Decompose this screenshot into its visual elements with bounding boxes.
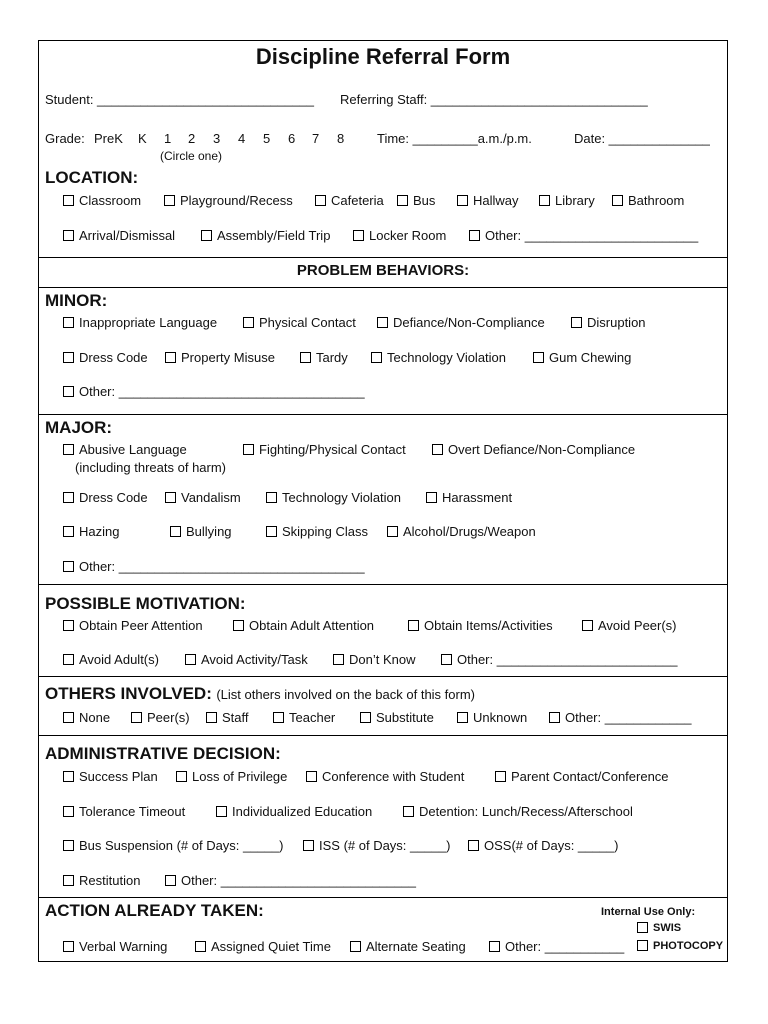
checkbox[interactable] <box>306 771 317 782</box>
checkbox[interactable] <box>549 712 560 723</box>
checkbox[interactable] <box>426 492 437 503</box>
checkbox[interactable] <box>397 195 408 206</box>
checkbox[interactable] <box>403 806 414 817</box>
major-behavior-option[interactable]: Dress Code <box>63 490 148 505</box>
action-taken-option[interactable]: Assigned Quiet Time <box>195 939 331 954</box>
minor-behavior-option[interactable]: Gum Chewing <box>533 350 631 365</box>
location-option[interactable]: Playground/Recess <box>164 193 293 208</box>
checkbox[interactable] <box>377 317 388 328</box>
checkbox[interactable] <box>165 875 176 886</box>
location-heading: LOCATION: <box>45 168 139 187</box>
major-behavior-option[interactable]: Harassment <box>426 490 512 505</box>
abusive-language-note: (including threats of harm) <box>75 460 227 475</box>
grade-option[interactable]: 5 <box>263 131 271 146</box>
motivation-option[interactable]: Obtain Items/Activities <box>408 618 553 633</box>
admin-decision-option[interactable]: Tolerance Timeout <box>63 804 185 819</box>
grade-option[interactable]: 1 <box>164 131 172 146</box>
minor-behavior-option[interactable]: Physical Contact <box>243 315 356 330</box>
checkbox[interactable] <box>582 620 593 631</box>
checkbox[interactable] <box>243 444 254 455</box>
checkbox[interactable] <box>63 352 74 363</box>
others-involved-option[interactable]: Peer(s) <box>131 710 190 725</box>
checkbox[interactable] <box>612 195 623 206</box>
checkbox[interactable] <box>63 444 74 455</box>
minor-behavior-option[interactable]: Defiance/Non-Compliance <box>377 315 545 330</box>
divider <box>39 257 727 258</box>
major-behavior-option[interactable]: Skipping Class <box>266 524 368 539</box>
divider <box>39 735 727 736</box>
checkbox[interactable] <box>432 444 443 455</box>
checkbox[interactable] <box>185 654 196 665</box>
checkbox[interactable] <box>300 352 311 363</box>
admin-decision-option[interactable]: Success Plan <box>63 769 158 784</box>
grade-option[interactable]: 4 <box>238 131 246 146</box>
form-title: Discipline Referral Form <box>255 44 511 69</box>
location-option[interactable]: Assembly/Field Trip <box>201 228 330 243</box>
minor-other-option[interactable]: Other: __________________________________ <box>63 384 365 399</box>
minor-behavior-option[interactable]: Dress Code <box>63 350 148 365</box>
major-behavior-option[interactable]: Abusive Language <box>63 442 187 457</box>
admin-decision-option[interactable]: Individualized Education <box>216 804 372 819</box>
grade-option[interactable]: 8 <box>337 131 345 146</box>
major-other-option[interactable]: Other: __________________________________ <box>63 559 365 574</box>
checkbox[interactable] <box>63 526 74 537</box>
minor-behavior-option[interactable]: Disruption <box>571 315 646 330</box>
major-behavior-option[interactable]: Bullying <box>170 524 232 539</box>
action-taken-option[interactable]: Verbal Warning <box>63 939 167 954</box>
checkbox[interactable] <box>303 840 314 851</box>
checkbox[interactable] <box>360 712 371 723</box>
checkbox[interactable] <box>457 195 468 206</box>
checkbox[interactable] <box>371 352 382 363</box>
action-taken-heading: ACTION ALREADY TAKEN: <box>45 901 264 920</box>
checkbox[interactable] <box>63 712 74 723</box>
minor-behavior-option[interactable]: Tardy <box>300 350 348 365</box>
major-behavior-option[interactable]: Overt Defiance/Non-Compliance <box>432 442 635 457</box>
time-field[interactable]: Time: _________a.m./p.m. <box>377 131 532 146</box>
admin-decision-option[interactable]: OSS(# of Days: _____) <box>468 838 618 853</box>
grade-option[interactable]: 6 <box>288 131 296 146</box>
major-behavior-option[interactable]: Fighting/Physical Contact <box>243 442 406 457</box>
checkbox[interactable] <box>131 712 142 723</box>
internal-use-label: Internal Use Only: <box>601 906 696 918</box>
checkbox[interactable] <box>489 941 500 952</box>
location-option[interactable]: Arrival/Dismissal <box>63 228 175 243</box>
checkbox[interactable] <box>266 492 277 503</box>
problem-behaviors-heading: PROBLEM BEHAVIORS: <box>296 262 470 279</box>
major-behavior-option[interactable]: Vandalism <box>165 490 241 505</box>
checkbox[interactable] <box>176 771 187 782</box>
location-option[interactable]: Bathroom <box>612 193 684 208</box>
major-behavior-option[interactable]: Technology Violation <box>266 490 401 505</box>
grade-option[interactable]: 7 <box>312 131 320 146</box>
checkbox[interactable] <box>63 561 74 572</box>
checkbox[interactable] <box>63 771 74 782</box>
checkbox[interactable] <box>243 317 254 328</box>
others-involved-heading-row <box>45 684 475 704</box>
motivation-option[interactable]: Obtain Adult Attention <box>233 618 374 633</box>
checkbox[interactable] <box>333 654 344 665</box>
checkbox[interactable] <box>469 230 480 241</box>
referring-staff-field[interactable]: Referring Staff: ______________________________ <box>340 92 648 107</box>
location-option[interactable]: Locker Room <box>353 228 446 243</box>
others-involved-heading: OTHERS INVOLVED: <box>45 684 212 703</box>
checkbox[interactable] <box>170 526 181 537</box>
checkbox[interactable] <box>165 492 176 503</box>
checkbox[interactable] <box>63 620 74 631</box>
divider <box>39 897 727 898</box>
checkbox[interactable] <box>468 840 479 851</box>
minor-heading: MINOR: <box>45 291 108 310</box>
discipline-referral-form <box>38 40 728 962</box>
admin-decision-option[interactable]: Bus Suspension (# of Days: _____) <box>63 838 284 853</box>
major-heading: MAJOR: <box>45 418 113 437</box>
action-taken-option[interactable]: Alternate Seating <box>350 939 466 954</box>
checkbox[interactable] <box>315 195 326 206</box>
minor-behavior-option[interactable]: Technology Violation <box>371 350 506 365</box>
minor-behavior-option[interactable]: Inappropriate Language <box>63 315 217 330</box>
student-field[interactable]: Student: ______________________________ <box>45 92 314 107</box>
admin-decision-option[interactable]: ISS (# of Days: _____) <box>303 838 451 853</box>
checkbox[interactable] <box>195 941 206 952</box>
minor-behavior-option[interactable]: Property Misuse <box>165 350 275 365</box>
checkbox[interactable] <box>216 806 227 817</box>
admin-decision-option[interactable]: Restitution <box>63 873 140 888</box>
checkbox[interactable] <box>457 712 468 723</box>
grade-option[interactable]: 2 <box>188 131 196 146</box>
motivation-option[interactable]: Other: _________________________ <box>441 652 678 667</box>
motivation-heading: POSSIBLE MOTIVATION: <box>45 594 246 613</box>
motivation-option[interactable]: Avoid Adult(s) <box>63 652 159 667</box>
location-option[interactable]: Cafeteria <box>315 193 384 208</box>
major-behavior-option[interactable]: Alcohol/Drugs/Weapon <box>387 524 536 539</box>
major-behavior-option[interactable]: Hazing <box>63 524 119 539</box>
checkbox[interactable] <box>206 712 217 723</box>
motivation-option[interactable]: Obtain Peer Attention <box>63 618 203 633</box>
admin-decision-option[interactable]: Parent Contact/Conference <box>495 769 669 784</box>
checkbox[interactable] <box>165 352 176 363</box>
motivation-option[interactable]: Avoid Activity/Task <box>185 652 308 667</box>
checkbox[interactable] <box>63 492 74 503</box>
admin-decision-option[interactable]: Conference with Student <box>306 769 464 784</box>
checkbox[interactable] <box>233 620 244 631</box>
grade-option[interactable]: K <box>138 131 147 146</box>
checkbox[interactable] <box>63 317 74 328</box>
admin-decision-option[interactable]: Loss of Privilege <box>176 769 287 784</box>
others-involved-option[interactable]: Staff <box>206 710 249 725</box>
others-involved-note: (List others involved on the back of this form) <box>216 687 476 702</box>
location-option[interactable]: Other: ________________________ <box>469 228 698 243</box>
internal-use-option-photocopy[interactable]: PHOTOCOPY <box>637 940 723 952</box>
admin-decision-option[interactable]: Detention: Lunch/Recess/Afterschool <box>403 804 633 819</box>
motivation-option[interactable]: Avoid Peer(s) <box>582 618 677 633</box>
checkbox[interactable] <box>353 230 364 241</box>
checkbox[interactable] <box>539 195 550 206</box>
checkbox[interactable] <box>63 875 74 886</box>
location-option[interactable]: Classroom <box>63 193 141 208</box>
others-involved-option[interactable]: Substitute <box>360 710 434 725</box>
checkbox[interactable] <box>63 195 74 206</box>
motivation-option[interactable]: Don’t Know <box>333 652 415 667</box>
others-involved-option[interactable]: None <box>63 710 110 725</box>
others-involved-option[interactable]: Other: ____________ <box>549 710 692 725</box>
checkbox[interactable] <box>201 230 212 241</box>
checkbox[interactable] <box>495 771 506 782</box>
checkbox[interactable] <box>441 654 452 665</box>
checkbox[interactable] <box>63 840 74 851</box>
checkbox[interactable] <box>63 806 74 817</box>
grade-option[interactable]: 3 <box>213 131 221 146</box>
location-option[interactable]: Library <box>539 193 595 208</box>
checkbox[interactable] <box>63 654 74 665</box>
divider <box>39 676 727 677</box>
admin-decision-option[interactable]: Other: ___________________________ <box>165 873 416 888</box>
internal-use-option-swis[interactable]: SWIS <box>637 922 681 934</box>
checkbox[interactable] <box>408 620 419 631</box>
divider <box>39 584 727 585</box>
checkbox[interactable] <box>63 386 74 397</box>
divider <box>39 414 727 415</box>
checkbox[interactable] <box>637 922 648 933</box>
administrative-decision-heading: ADMINISTRATIVE DECISION: <box>45 744 281 763</box>
others-involved-option[interactable]: Unknown <box>457 710 527 725</box>
checkbox[interactable] <box>63 230 74 241</box>
circle-one-note: (Circle one) <box>160 149 223 163</box>
checkbox[interactable] <box>571 317 582 328</box>
action-taken-option[interactable]: Other: ___________ <box>489 939 624 954</box>
checkbox[interactable] <box>164 195 175 206</box>
checkbox[interactable] <box>350 941 361 952</box>
grade-label: Grade: <box>45 131 85 146</box>
location-option[interactable]: Hallway <box>457 193 519 208</box>
checkbox[interactable] <box>273 712 284 723</box>
grade-option[interactable]: PreK <box>94 131 123 146</box>
location-option[interactable]: Bus <box>397 193 435 208</box>
checkbox[interactable] <box>533 352 544 363</box>
date-field[interactable]: Date: ______________ <box>574 131 710 146</box>
others-involved-option[interactable]: Teacher <box>273 710 335 725</box>
checkbox[interactable] <box>387 526 398 537</box>
checkbox[interactable] <box>63 941 74 952</box>
checkbox[interactable] <box>637 940 648 951</box>
divider <box>39 287 727 288</box>
checkbox[interactable] <box>266 526 277 537</box>
